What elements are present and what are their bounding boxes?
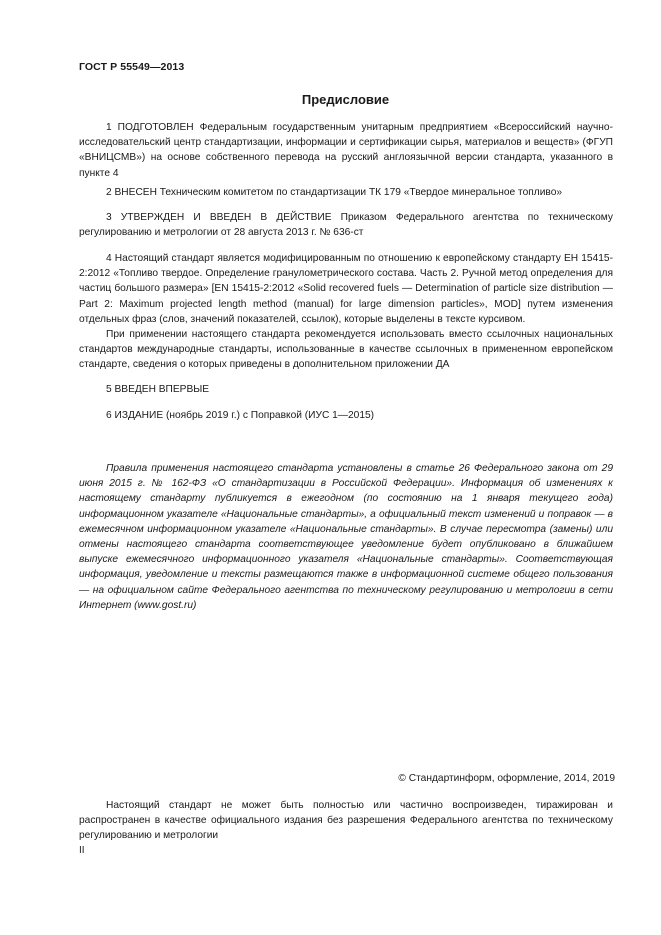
item-3-approved: 3 УТВЕРЖДЕН И ВВЕДЕН В ДЕЙСТВИЕ Приказом Федерального агентства по техническому регулированию и метрологии от 28 августа 2013 г. № 636-ст	[79, 212, 613, 239]
page-number: II	[79, 845, 85, 856]
item-5-introduced: 5 ВВЕДЕН ВПЕРВЫЕ	[106, 384, 210, 395]
page-title: Предисловие	[301, 92, 390, 107]
copyright-line: © Стандартинформ, оформление, 2014, 2019	[398, 773, 615, 784]
item-6-edition: 6 ИЗДАНИЕ (ноябрь 2019 г.) с Поправкой (ИУС 1—2015)	[106, 410, 375, 421]
item-2-submitted: 2 ВНЕСЕН Техническим комитетом по стандартизации ТК 179 «Твердое минеральное топливо»	[106, 187, 563, 198]
application-rules-notice: Правила применения настоящего стандарта установлены в статье 26 Федерального закона от 29 июня 2015 г. № 162-ФЗ «О стандартизации в Российской Федерации». Информация об изменениях к настоящему стандарту публикуется в ежегодном (по состоянию на 1 января текущего года) информационном указателе «Национальные стандарты», а официальный текст изменений и поправок — в ежемесячном информационном указателе «Национальные стандарты». В случае пересмотра (замены) или отмены настоящего стандарта соответствующее уведомление будет опубликовано в ближайшем выпуске ежемесячного информационного указателя «Национальные стандарты». Соответствующая информация, уведомление и тексты размещаются также в информационной системе общего пользования — на официальном сайте Федерального агентства по техническому регулированию и метрологии в сети Интернет (www.gost.ru)	[79, 463, 613, 611]
reproduction-notice: Настоящий стандарт не может быть полностью или частично воспроизведен, тиражирован и распространен в качестве официального издания без разрешения Федерального агентства по техническому регулированию и метрологии	[79, 800, 613, 842]
standard-code: ГОСТ Р 55549—2013	[79, 61, 185, 73]
item-4-modified: 4 Настоящий стандарт является модифицированным по отношению к европейскому стандарту ЕН 15415-2:2012 «Топливо твердое. Определение гранулометрического состава. Часть 2. Ручной метод определения для частиц большого размера» [EN 15415-2:2012 «Solid recovered fuels — Determination of particle size distribution — Part 2: Maximum projected length method (manual) for large dimension particles», MOD] путем изменения отдельных фраз (слов, значений показателей, ссылок), которые выделены в тексте курсивом.	[79, 253, 613, 325]
item-4-reference-note: При применении настоящего стандарта рекомендуется использовать вместо ссылочных национальных стандартов международные стандарты, использованные в качестве ссылочных в примененном европейском стандарте, сведения о которых приведены в дополнительном приложении ДА	[79, 329, 613, 371]
item-1-prepared: 1 ПОДГОТОВЛЕН Федеральным государственным унитарным предприятием «Всероссийский научно-исследовательский центр стандартизации, информации и сертификации сырья, материалов и веществ» (ФГУП «ВНИЦСМВ») на основе собственного перевода на русский англоязычной версии стандарта, указанного в пункте 4	[79, 122, 613, 179]
